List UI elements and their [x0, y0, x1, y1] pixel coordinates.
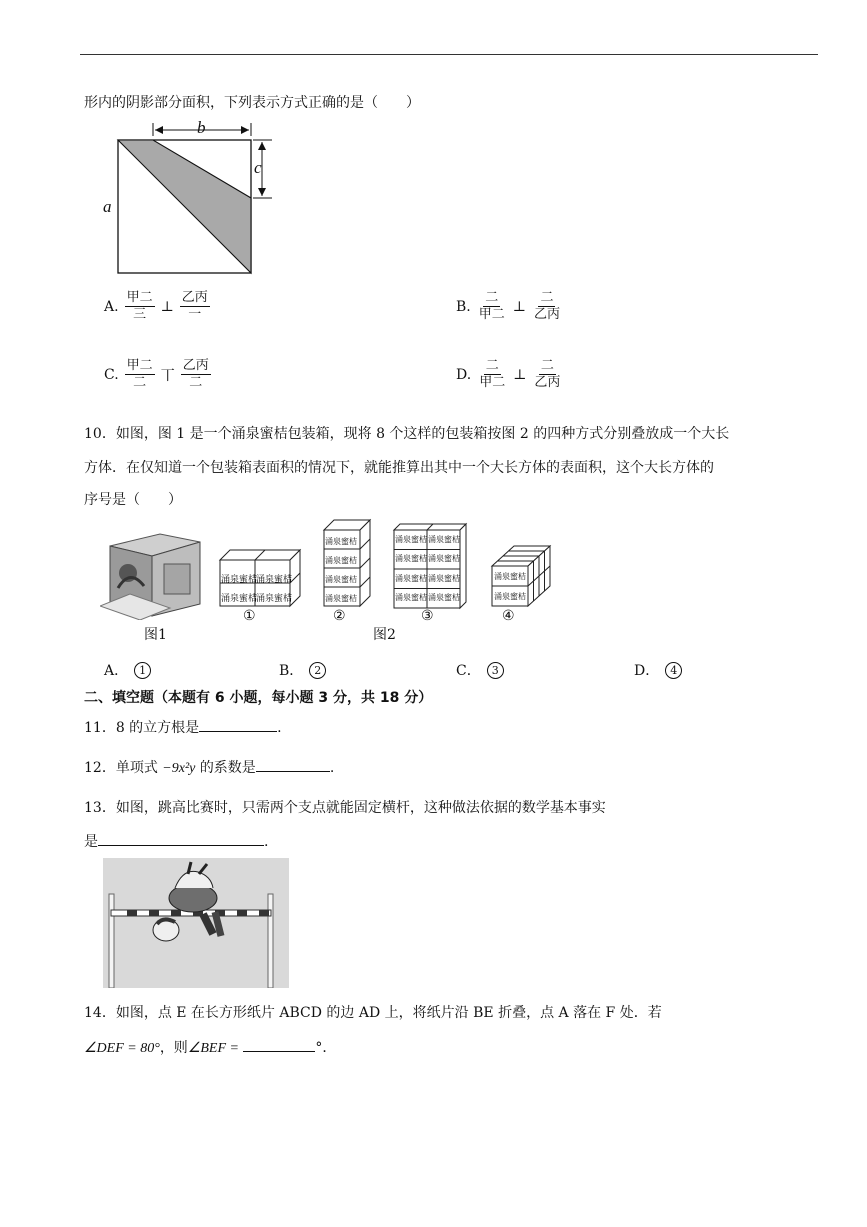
box-label: 涌泉蜜桔 — [428, 554, 460, 563]
fraction: $\frac{\text{二}}{\text{甲二}}$ — [478, 290, 505, 322]
box-label: 涌泉蜜桔 — [395, 554, 427, 563]
q12-text: 12．单项式 — [84, 760, 158, 776]
q14-text: ，则 — [159, 1040, 188, 1056]
answer-blank[interactable] — [199, 731, 277, 732]
operator: 丅 — [160, 367, 175, 384]
q9-option-letter: D. — [456, 366, 472, 383]
q10-option-letter: B． — [279, 663, 304, 679]
header-rule — [80, 54, 818, 55]
q10-option-letter: C． — [456, 663, 481, 679]
high-jump-picture — [103, 858, 289, 988]
q10-option-letter: A． — [104, 663, 129, 679]
box-label: 涌泉蜜桔 — [395, 535, 427, 544]
q13-text: 是 — [84, 834, 98, 850]
q10-option-letter: D． — [634, 663, 660, 679]
fraction: $\frac{\text{二}}{\text{乙丙}}$ — [534, 358, 561, 390]
box-label: 涌泉蜜桔 — [494, 592, 526, 601]
q10-option-d[interactable] — [634, 660, 682, 680]
q10-line2: 方体．在仅知道一个包装箱表面积的情况下，就能推算出其中一个大长方体的表面积，这个大长方体的 — [84, 460, 714, 476]
q9-option-d[interactable] — [456, 358, 562, 391]
fraction: $\frac{\text{甲二}}{\text{三}}$ — [126, 290, 153, 322]
q14-end: °． — [315, 1040, 337, 1056]
box-label: 涌泉蜜桔 — [256, 594, 293, 604]
box-label: 涌泉蜜桔 — [395, 574, 427, 583]
fraction: $\frac{\text{乙丙}}{\text{一}}$ — [181, 290, 208, 322]
box-label: 涌泉蜜桔 — [494, 572, 526, 581]
q9-option-letter: C. — [104, 366, 119, 383]
q14-line2 — [84, 1037, 336, 1057]
answer-blank[interactable] — [243, 1051, 315, 1052]
q9-option-letter: B. — [456, 298, 471, 315]
circled-number: 3 — [487, 662, 504, 679]
section-heading: 二、填空题（本题有 6 小题，每小题 3 分，共 18 分） — [84, 690, 433, 706]
q12 — [84, 757, 334, 777]
q9-option-letter: A. — [104, 298, 119, 315]
q9-option-b[interactable] — [456, 290, 562, 323]
box-label: 涌泉蜜桔 — [221, 575, 258, 585]
q11-end: . — [277, 720, 282, 736]
monomial-expression: −9x²y — [162, 761, 196, 776]
fraction: $\frac{\text{乙丙}}{\text{二}}$ — [182, 358, 209, 390]
box-label: 涌泉蜜桔 — [428, 593, 460, 602]
q12-text-mid: 的系数是 — [199, 760, 256, 776]
angle-bef: ∠BEF = — [187, 1041, 239, 1056]
operator: ⊥ — [512, 298, 526, 315]
stack-number-3: ③ — [421, 608, 434, 624]
box-label: 涌泉蜜桔 — [325, 575, 357, 584]
q11 — [84, 717, 282, 737]
stack-number-2: ② — [333, 608, 346, 624]
box-label: 涌泉蜜桔 — [325, 556, 357, 565]
q10-option-a[interactable] — [104, 660, 151, 680]
q13-end: . — [264, 834, 269, 850]
q10-option-b[interactable] — [279, 660, 326, 680]
box-label: 涌泉蜜桔 — [428, 574, 460, 583]
box-label: 涌泉蜜桔 — [325, 537, 357, 546]
q9-stem: 形内的阴影部分面积，下列表示方式正确的是（ ） — [84, 95, 420, 111]
box-label: 涌泉蜜桔 — [325, 594, 357, 603]
q9-figure — [100, 118, 280, 278]
box-label: 涌泉蜜桔 — [221, 594, 258, 604]
fraction: $\frac{\text{二}}{\text{甲二}}$ — [479, 358, 506, 390]
q10-option-c[interactable] — [456, 660, 504, 680]
box-label: 涌泉蜜桔 — [256, 575, 293, 585]
q9-label-b: b — [197, 118, 206, 137]
q13-line1: 13．如图，跳高比赛时，只需两个支点就能固定横杆，这种做法依据的数学基本事实 — [84, 800, 606, 816]
q9-option-a[interactable] — [104, 290, 210, 323]
q9-label-c: c — [254, 158, 262, 177]
figure1-caption: 图1 — [144, 627, 167, 643]
q9-option-c[interactable] — [104, 358, 211, 391]
figure2-caption: 图2 — [373, 627, 396, 643]
answer-blank[interactable] — [98, 845, 264, 846]
circled-number: 2 — [309, 662, 326, 679]
angle-def: ∠DEF = 80° — [84, 1041, 160, 1056]
fraction: $\frac{\text{甲二}}{\text{二}}$ — [126, 358, 153, 390]
q11-text: 11．8 的立方根是 — [84, 720, 200, 736]
operator: ⊥ — [513, 366, 527, 383]
circled-number: 1 — [134, 662, 151, 679]
circled-number: 4 — [665, 662, 682, 679]
q12-end: . — [329, 760, 335, 776]
operator: ⊥ — [160, 298, 174, 315]
fraction: $\frac{\text{二}}{\text{乙丙}}$ — [533, 290, 560, 322]
q9-label-a: a — [103, 197, 112, 216]
orange-box-photo — [100, 528, 205, 620]
q10-line3: 序号是（ ） — [84, 492, 182, 508]
answer-blank[interactable] — [256, 771, 330, 772]
stack-number-4: ④ — [502, 608, 515, 624]
box-label: 涌泉蜜桔 — [395, 593, 427, 602]
box-label: 涌泉蜜桔 — [428, 535, 460, 544]
q13-line2 — [84, 831, 268, 851]
q10-line1: 10．如图，图 1 是一个涌泉蜜桔包装箱，现将 8 个这样的包装箱按图 2 的四种方式分别叠放成一个大长 — [84, 426, 730, 442]
stack-number-1: ① — [243, 608, 256, 624]
q14-line1: 14．如图，点 E 在长方形纸片 ABCD 的边 AD 上，将纸片沿 BE 折叠，点 A 落在 F 处．若 — [84, 1005, 662, 1021]
